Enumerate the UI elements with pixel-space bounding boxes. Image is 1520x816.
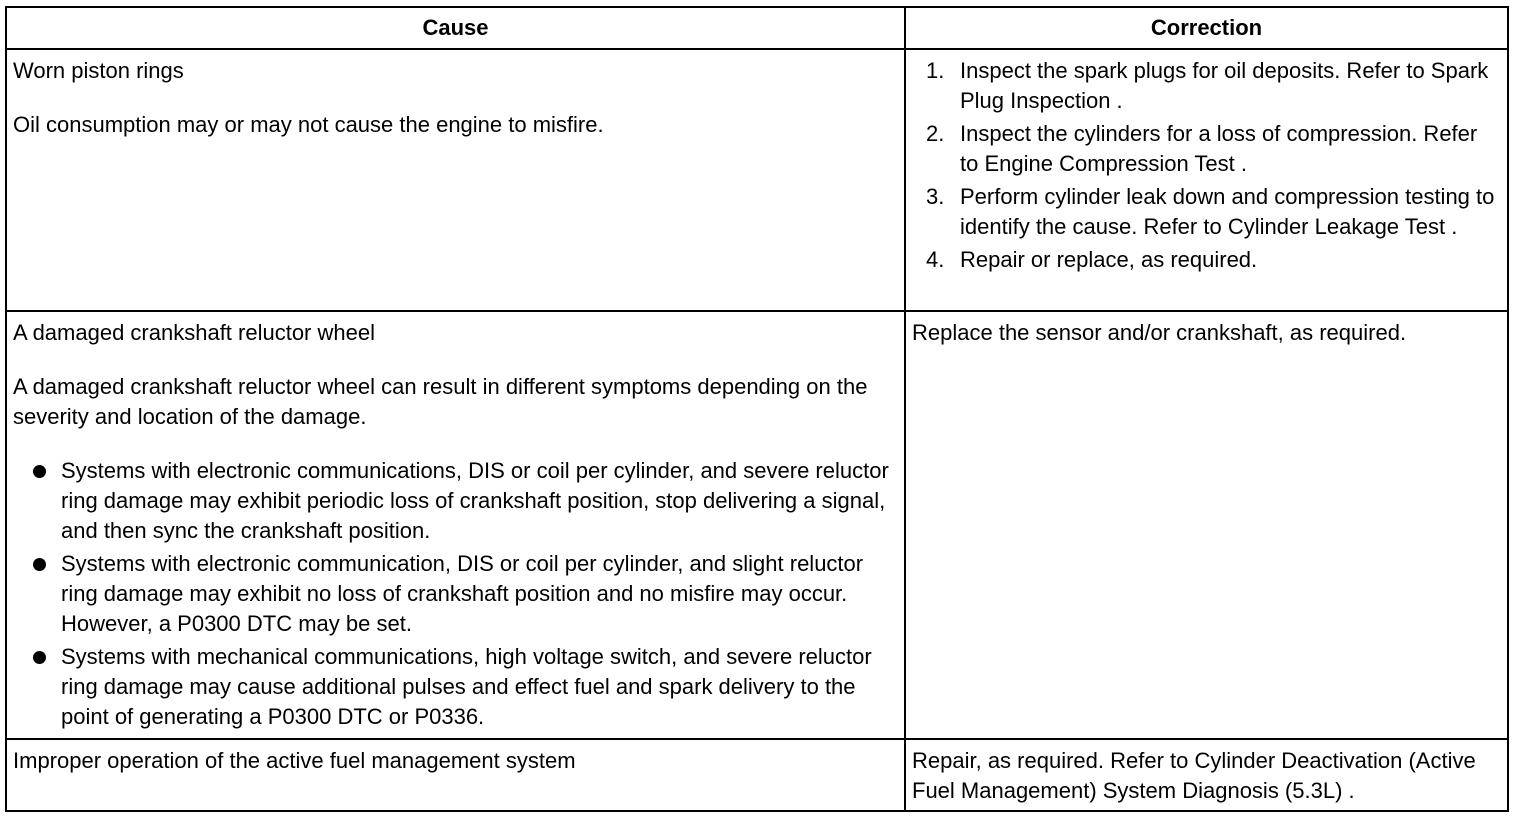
bullet-icon (33, 465, 46, 478)
step-number: 3. (926, 184, 945, 209)
step-text: Inspect the spark plugs for oil deposits. Refer to Spark Plug Inspection . (960, 58, 1489, 113)
cause-title: A damaged crankshaft reluctor wheel (13, 320, 375, 345)
step-text: Inspect the cylinders for a loss of compression. Refer to Engine Compression Test . (960, 121, 1478, 176)
cause-bullets (13, 456, 898, 732)
cause-title: Improper operation of the active fuel management system (13, 748, 576, 773)
list-item (912, 56, 1501, 116)
step-number: 1. (926, 58, 945, 83)
table-row (6, 739, 1508, 811)
list-item (912, 182, 1501, 242)
correction-steps (912, 56, 1501, 275)
bullet-text: Systems with mechanical communications, high voltage switch, and severe reluctor ring damage may cause additional pulses and effect fuel and spark delivery to the point of generating a P0300 DTC or P0336. (61, 644, 872, 729)
correction-cell (905, 739, 1508, 811)
table-header-row (6, 7, 1508, 49)
correction-cell (905, 49, 1508, 311)
cause-column-header: Cause (6, 7, 905, 49)
table-row (6, 311, 1508, 739)
correction-text: Replace the sensor and/or crankshaft, as required. (912, 320, 1407, 345)
correction-column-header: Correction (905, 7, 1508, 49)
list-item (13, 549, 898, 639)
step-text: Repair or replace, as required. (960, 247, 1258, 272)
cause-cell (6, 311, 905, 739)
list-item (912, 245, 1501, 275)
cause-cell (6, 739, 905, 811)
list-item (912, 119, 1501, 179)
bullet-icon (33, 558, 46, 571)
step-number: 2. (926, 121, 945, 146)
bullet-text: Systems with electronic communication, DIS or coil per cylinder, and slight reluctor ring damage may exhibit no loss of crankshaft position and no misfire may occur. However, a P0300 DTC may be set. (61, 551, 864, 636)
step-number: 4. (926, 247, 945, 272)
cause-title: Worn piston rings (13, 58, 184, 83)
cause-description: A damaged crankshaft reluctor wheel can result in different symptoms depending on the severity and location of the damage. (13, 374, 868, 429)
cause-cell (6, 49, 905, 311)
list-item (13, 642, 898, 732)
cause-description: Oil consumption may or may not cause the engine to misfire. (13, 112, 604, 137)
step-text: Perform cylinder leak down and compression testing to identify the cause. Refer to Cylinder Leakage Test . (960, 184, 1495, 239)
bullet-text: Systems with electronic communications, DIS or coil per cylinder, and severe reluctor ring damage may exhibit periodic loss of crankshaft position, stop delivering a signal, and then sync the crankshaft position. (61, 458, 889, 543)
list-item (13, 456, 898, 546)
correction-cell (905, 311, 1508, 739)
bullet-icon (33, 651, 46, 664)
cause-correction-table (5, 6, 1509, 812)
correction-text: Repair, as required. Refer to Cylinder Deactivation (Active Fuel Management) System Diagnosis (5.3L) . (912, 748, 1476, 803)
table-row (6, 49, 1508, 311)
